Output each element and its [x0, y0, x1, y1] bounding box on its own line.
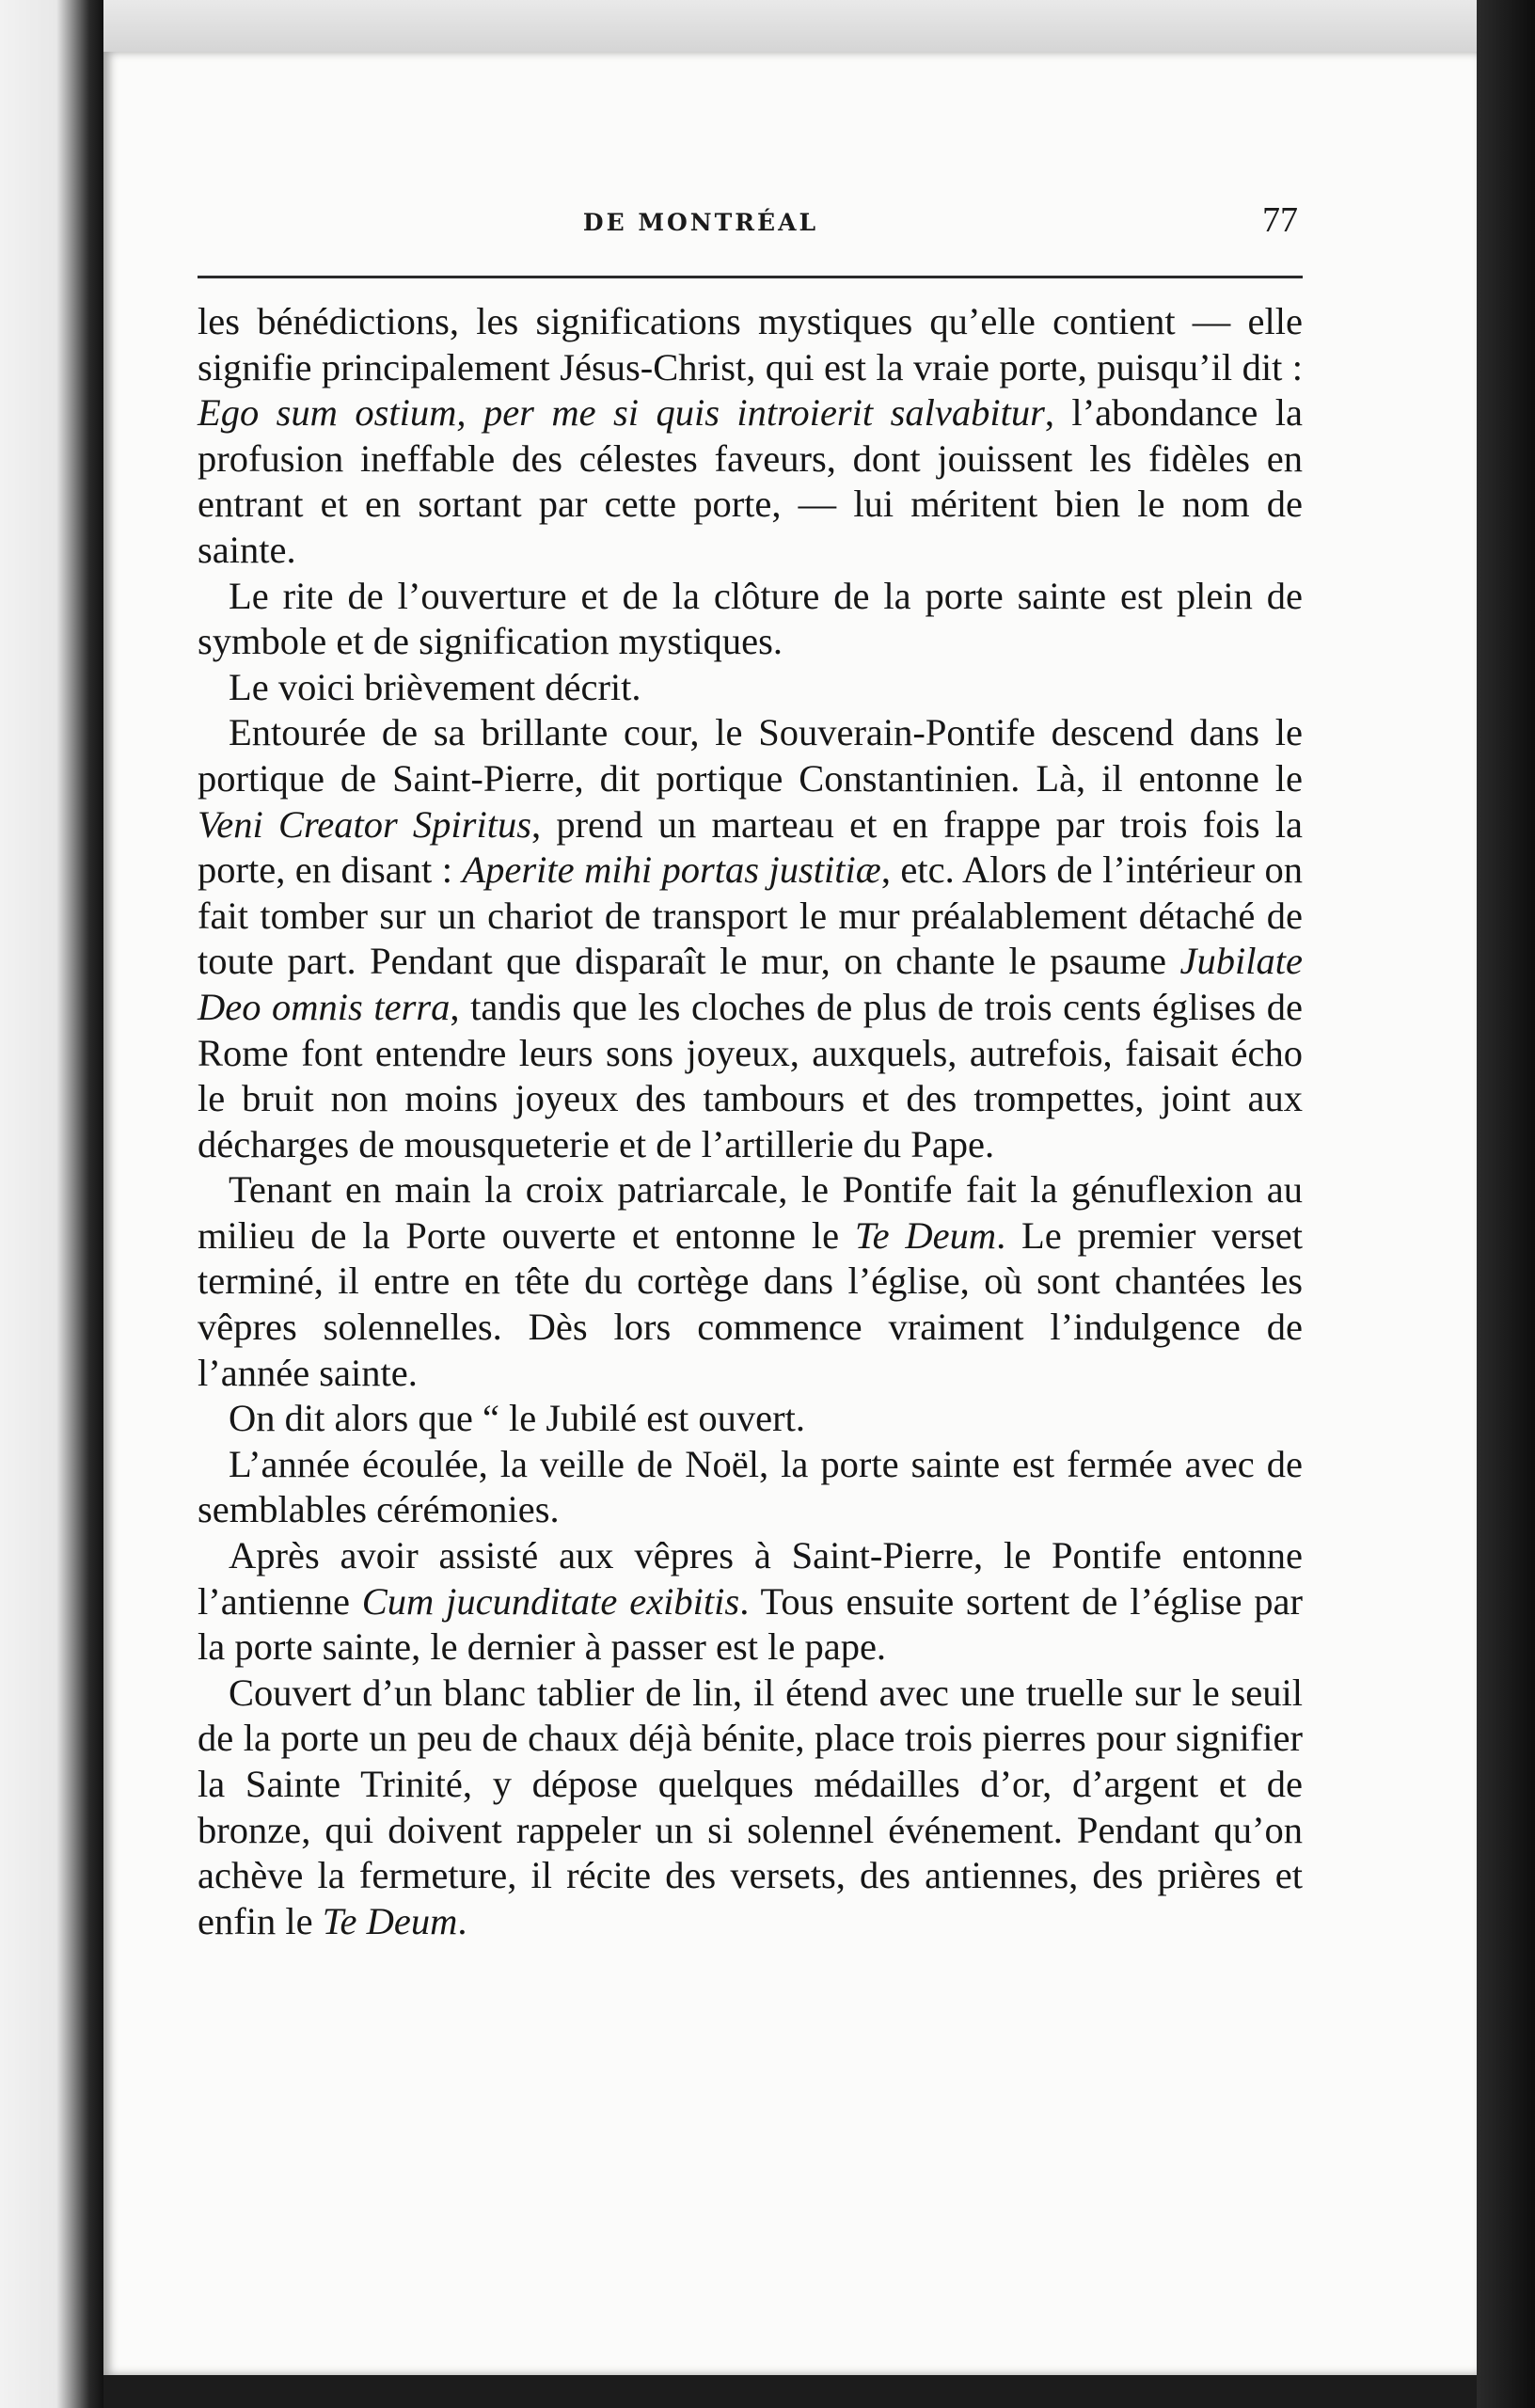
- italic-text: Jubilate Deo omnis terra: [198, 940, 1303, 1028]
- book-binding-left: [0, 0, 103, 2408]
- italic-text: Cum jucunditate exibitis: [361, 1579, 740, 1623]
- text-run: , l’abondance la profusion ineffable des célestes faveurs, dont jouissent les fidèles en entrant et en sortant par cette porte, — lui méritent bien le nom de sainte.: [198, 391, 1303, 571]
- paragraph: [198, 665, 1303, 711]
- book-binding-right: [1477, 0, 1535, 2408]
- running-title: DE MONTRÉAL: [582, 209, 819, 236]
- italic-text: Aperite mihi portas justitiæ: [462, 848, 881, 892]
- text-run: Tenant en main la croix patriarcale, le Pontife fait la génuflexion au milieu de la Porte ouverte et entonne le: [198, 1168, 1303, 1257]
- text-run: Le voici brièvement décrit.: [229, 665, 641, 708]
- page-bottom-edge: [103, 2375, 1477, 2408]
- paragraph: [198, 1671, 1303, 1945]
- italic-text: Ego sum ostium, per me si quis introierit salvabitur: [198, 391, 1045, 435]
- paragraph: [198, 299, 1303, 574]
- text-run: Entourée de sa brillante cour, le Souverain-Pontife descend dans le portique de Saint-Pierre, dit portique Constantinien. Là, il entonne le: [198, 711, 1303, 800]
- text-run: Après avoir assisté aux vêpres à Saint-Pierre, le Pontife entonne l’antienne: [198, 1534, 1303, 1623]
- italic-text: Te Deum: [322, 1899, 458, 1942]
- italic-text: Veni Creator Spiritus: [198, 802, 531, 846]
- paragraph: [198, 1396, 1303, 1442]
- text-run: , prend un marteau et en frappe par trois fois la porte, en disant :: [198, 802, 1303, 892]
- text-run: Le rite de l’ouverture et de la clôture de la porte sainte est plein de symbole et de signification mystiques.: [198, 574, 1303, 663]
- body-text: [198, 299, 1303, 1944]
- page-number: 77: [1262, 200, 1298, 240]
- paragraph: [198, 574, 1303, 665]
- text-run: . Le premier verset terminé, il entre en tête du cortège dans l’église, où sont chantées les vêpres solennelles. Dès lors commence vraiment l’indulgence de l’année sainte.: [198, 1213, 1303, 1394]
- paragraph: [198, 1442, 1303, 1533]
- paragraph: [198, 710, 1303, 1167]
- text-run: les bénédictions, les significations mystiques qu’elle contient — elle signifie principalement Jésus-Christ, qui est la vraie porte, puisqu’il dit :: [198, 300, 1303, 388]
- page-top-edge: [103, 0, 1477, 52]
- text-run: L’année écoulée, la veille de Noël, la porte sainte est fermée avec de semblables cérémonies.: [198, 1442, 1303, 1531]
- text-run: , tandis que les cloches de plus de trois cents églises de Rome font entendre leurs sons joyeux, auxquels, autrefois, faisait écho le bruit non moins joyeux des tambours et des trompettes, joint aux décharges de mousqueterie et de l’artillerie du Pape.: [198, 985, 1303, 1165]
- paragraph: [198, 1533, 1303, 1671]
- header-rule: [198, 276, 1303, 278]
- text-run: On dit alors que “ le Jubilé est ouvert.: [229, 1397, 805, 1440]
- text-run: Couvert d’un blanc tablier de lin, il étend avec une truelle sur le seuil de la porte un peu de chaux déjà bénite, place trois pierres pour signifier la Sainte Trinité, y dépose quelques médailles d’or, d’argent et de bronze, qui doivent rappeler un si solennel événement. Pendant qu’on achève la fermeture, il récite des versets, des antiennes, des prières et enfin le: [198, 1671, 1303, 1942]
- text-run: , etc. Alors de l’intérieur on fait tomber sur un chariot de transport le mur préalablement détaché de toute part. Pendant que disparaît le mur, on chante le psaume: [198, 848, 1303, 983]
- paragraph: [198, 1167, 1303, 1396]
- text-run: .: [457, 1899, 467, 1942]
- text-run: . Tous ensuite sortent de l’église par la porte sainte, le dernier à passer est le pape.: [198, 1579, 1304, 1669]
- italic-text: Te Deum: [854, 1213, 997, 1257]
- running-head: [103, 199, 1298, 256]
